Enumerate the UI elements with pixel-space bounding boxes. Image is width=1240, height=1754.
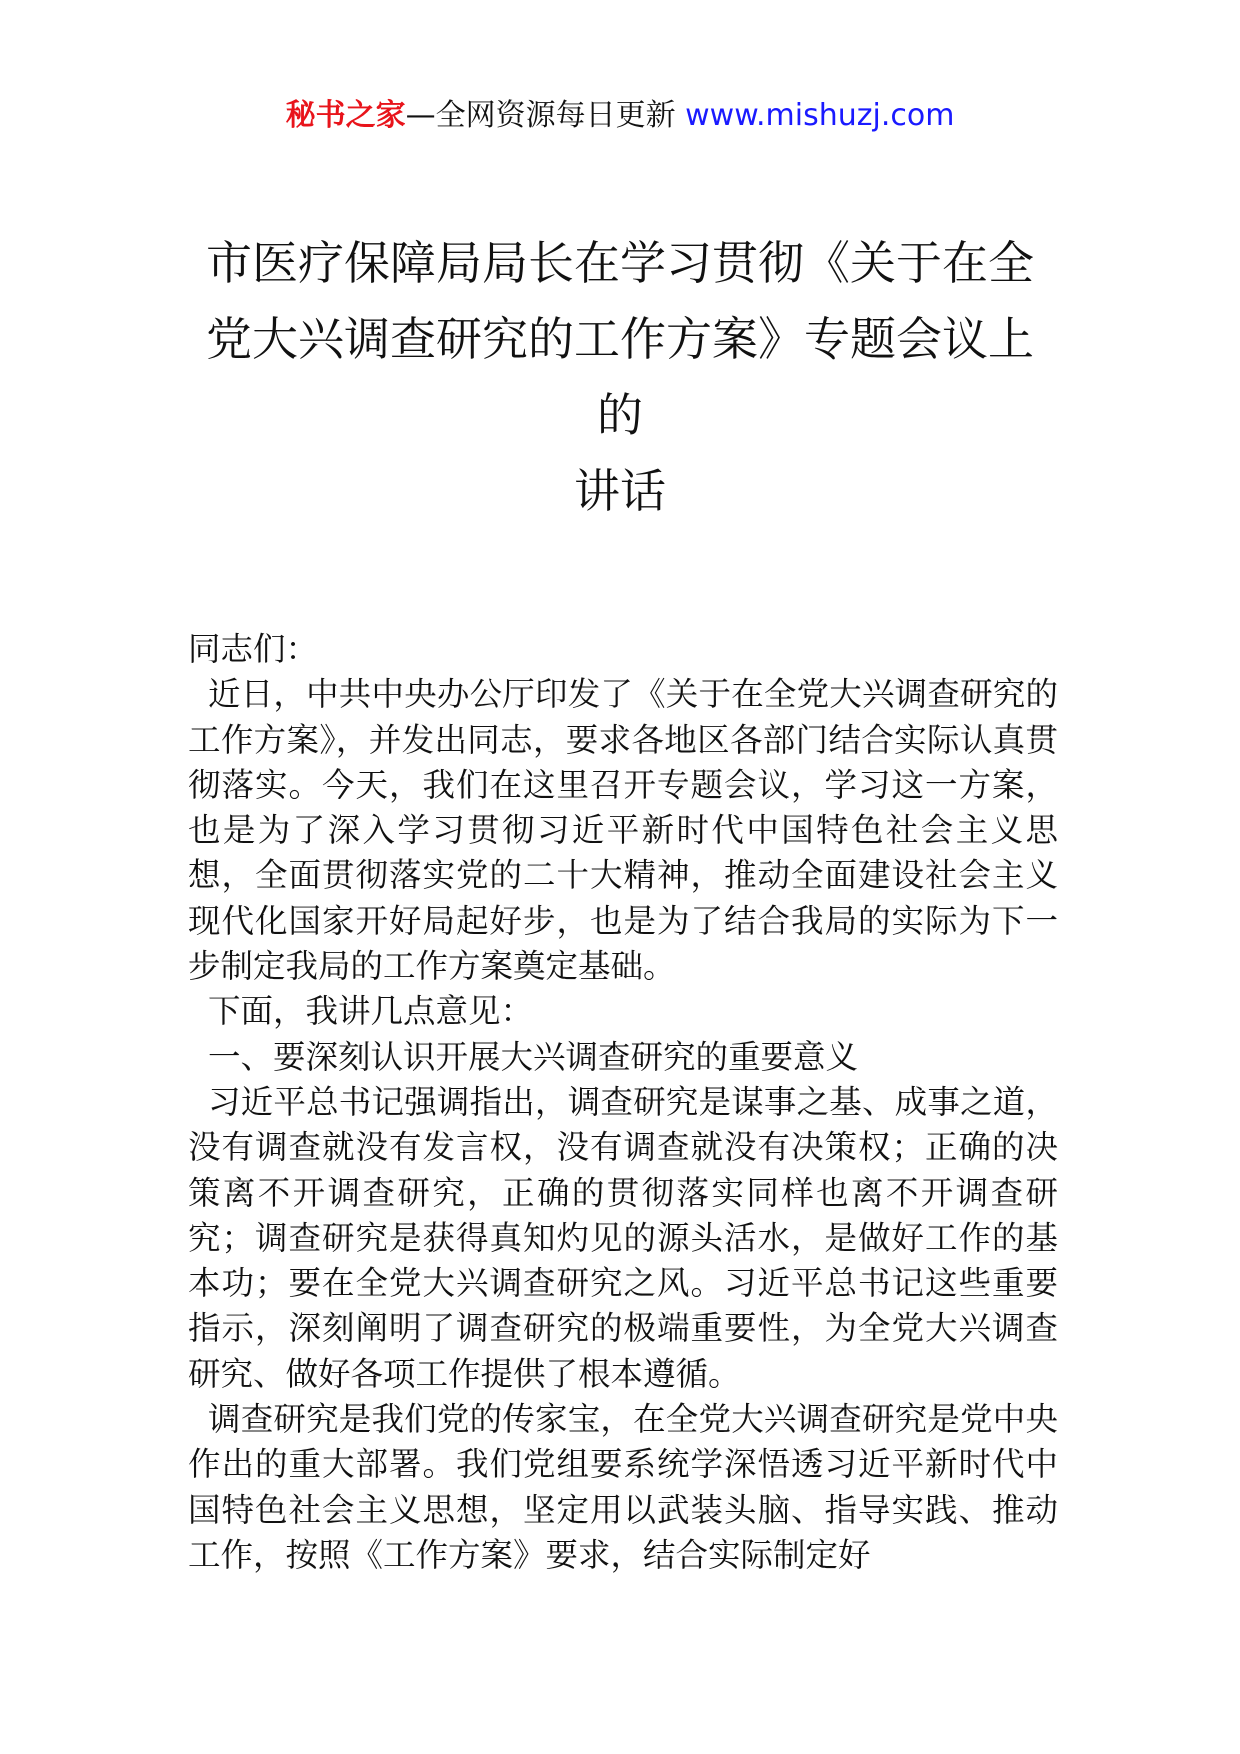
- paragraph-section-1-a: 习近平总书记强调指出，调查研究是谋事之基、成事之道，没有调查就没有发言权，没有调查就没有决策权；正确的决策离不开调查研究，正确的贯彻落实同样也离不开调查研究；调查研究是获得真知灼见的源头活水，是做好工作的基本功；要在全党大兴调查研究之风。习近平总书记这些重要指示，深刻阐明了调查研究的极端重要性，为全党大兴调查研究、做好各项工作提供了根本遵循。: [188, 1082, 1058, 1393]
- document-title: [160, 225, 1080, 529]
- paragraph-transition: 下面，我讲几点意见：: [208, 992, 534, 1031]
- paragraph-intro: 近日，中共中央办公厅印发了《关于在全党大兴调查研究的工作方案》，并发出同志，要求各地区各部门结合实际认真贯彻落实。今天，我们在这里召开专题会议，学习这一方案，也是为了深入学习贯彻习近平新时代中国特色社会主义思想，全面贯彻落实党的二十大精神，推动全面建设社会主义现代化国家开好局起好步，也是为了结合我局的实际为下一步制定我局的工作方案奠定基础。: [188, 675, 1058, 986]
- document-body: [188, 627, 1058, 1578]
- title-line-4: 讲话: [574, 464, 666, 518]
- brand-name: 秘书之家: [285, 98, 406, 133]
- header-slogan: —全网资源每日更新: [405, 98, 686, 133]
- title-line-3: 的: [597, 388, 643, 442]
- title-line-1: 市医疗保障局局长在学习贯彻《关于在全: [206, 236, 1034, 290]
- site-url-link[interactable]: www.mishuzj.com: [685, 98, 955, 133]
- salutation: 同志们：: [188, 630, 319, 668]
- paragraph-section-1-b: 调查研究是我们党的传家宝，在全党大兴调查研究是党中央作出的重大部署。我们党组要系统学深悟透习近平新时代中国特色社会主义思想，坚定用以武装头脑、指导实践、推动工作，按照《工作方案》要求，结合实际制定好: [188, 1400, 1058, 1574]
- section-heading-1: 一、要深刻认识开展大兴调查研究的重要意义: [208, 1037, 859, 1076]
- title-line-2: 党大兴调查研究的工作方案》专题会议上: [206, 312, 1034, 366]
- site-header: [0, 96, 1240, 136]
